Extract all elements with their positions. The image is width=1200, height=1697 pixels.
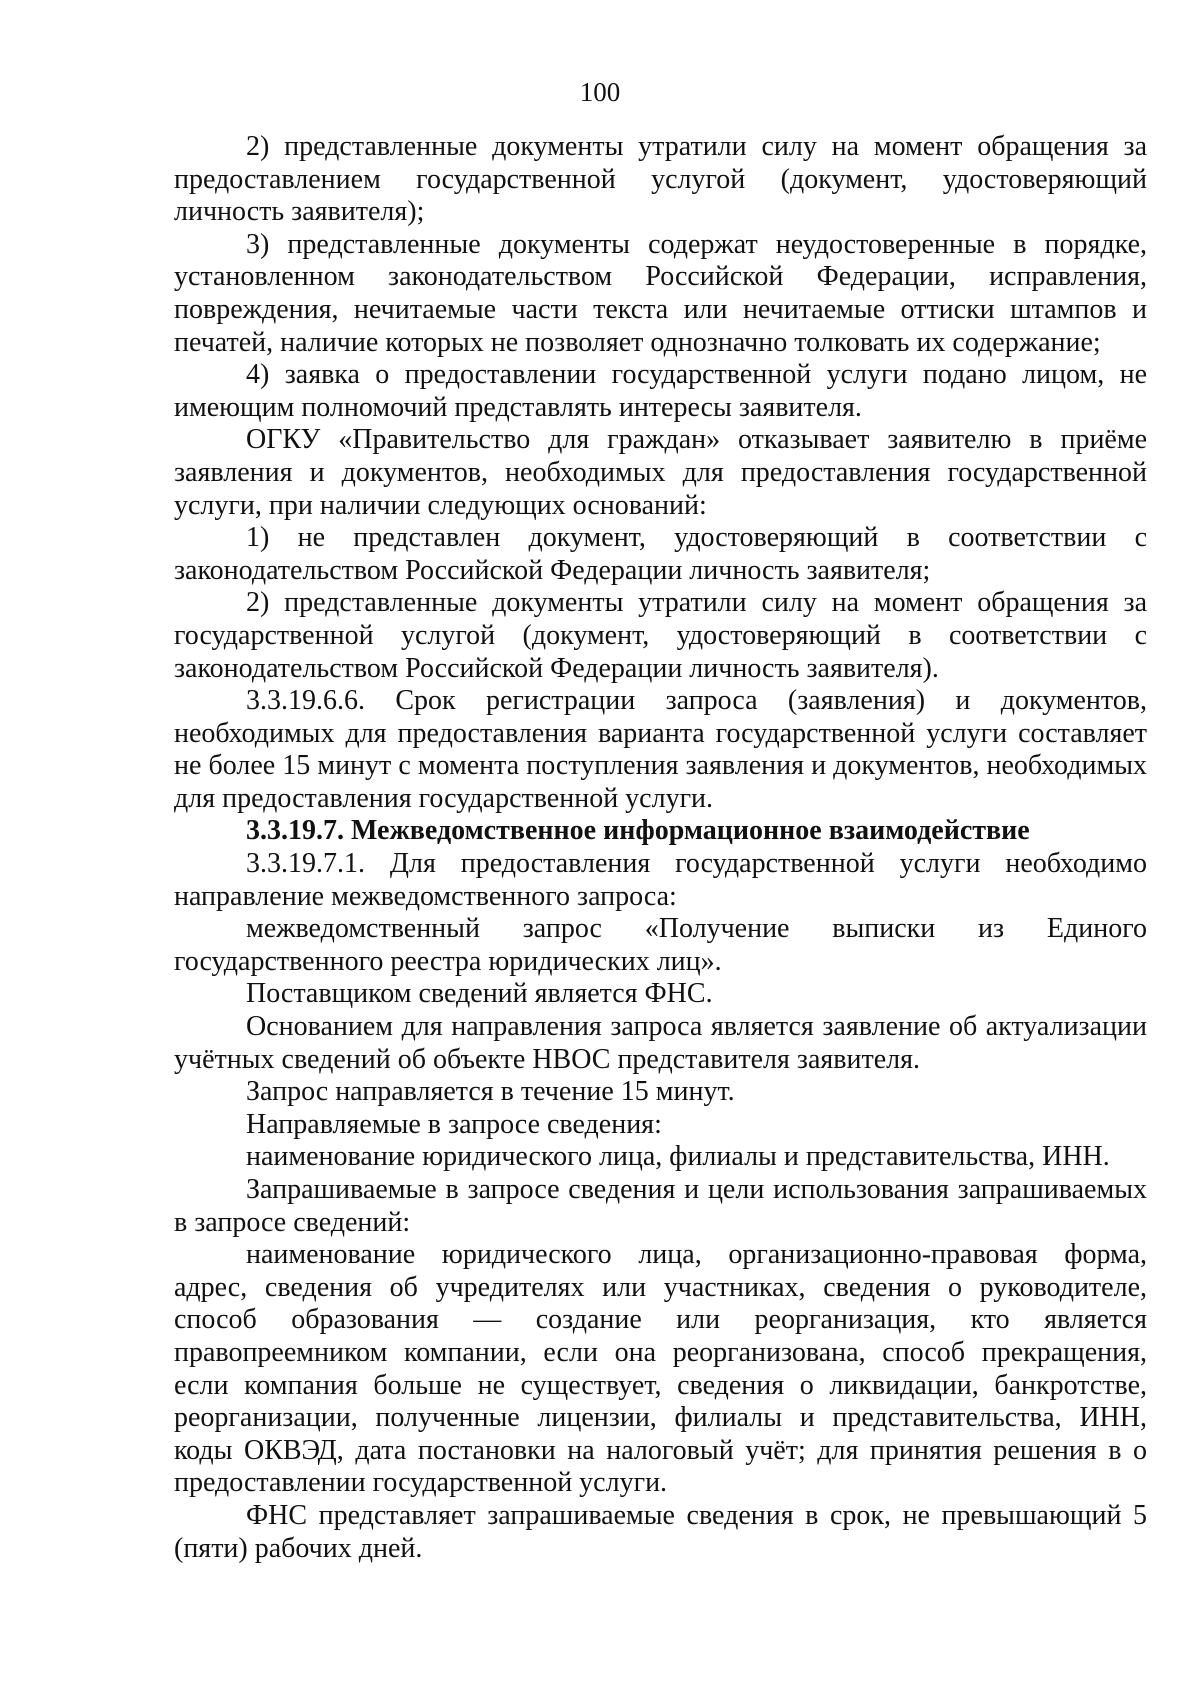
paragraph-interagency-request: 3.3.19.7.1. Для предоставления государственной услуги необходимо направление межведомственного запроса: (174, 848, 1147, 912)
paragraph-item-2-expired-documents: 2) представленные документы утратили силу на момент обращения за предоставлением государственной услугой (документ, удостоверяющий личность заявителя); (174, 131, 1147, 228)
document-body (174, 131, 1147, 1565)
paragraph-requested-data-title: Запрашиваемые в запросе сведения и цели использования запрашиваемых в запросе сведений: (174, 1174, 1147, 1238)
paragraph-provider: Поставщиком сведений является ФНС. (246, 978, 713, 1010)
paragraph-item-3-corrections: 3) представленные документы содержат неудостоверенные в порядке, установленном законодательством Российской Федерации, исправления, повреждения, нечитаемые части текста или нечитаемые оттиски штампов и печатей, наличие которых не позволяет однозначно толковать их содержание; (174, 228, 1147, 358)
paragraph-fns-term: ФНС представляет запрашиваемые сведения в срок, не превышающий 5 (пяти) рабочих дней. (174, 1499, 1147, 1564)
paragraph-sent-data-title: Направляемые в запросе сведения: (246, 1108, 662, 1140)
paragraph-item-4-no-authority: 4) заявка о предоставлении государственной услуги подано лицом, не имеющим полномочий представлять интересы заявителя. (174, 359, 1147, 423)
paragraph-ogku-refusal: ОГКУ «Правительство для граждан» отказывает заявителю в приёме заявления и документов, необходимых для предоставления государственной услуги, при наличии следующих оснований: (174, 424, 1147, 521)
paragraph-request-timing: Запрос направляется в течение 15 минут. (246, 1076, 735, 1108)
paragraph-refusal-item-1: 1) не представлен документ, удостоверяющий в соответствии с законодательством Российской Федерации личность заявителя; (174, 522, 1147, 586)
section-heading: 3.3.19.7. Межведомственное информационное взаимодействие (246, 815, 1030, 847)
paragraph-refusal-item-2: 2) представленные документы утратили силу на момент обращения за государственной услугой (документ, удостоверяющий в соответствии с законодательством Российской Федерации личность заявителя). (174, 587, 1147, 684)
paragraph-sent-data: наименование юридического лица, филиалы и представительства, ИНН. (246, 1141, 1110, 1173)
paragraph-request-basis: Основанием для направления запроса является заявление об актуализации учётных сведений об объекте НВОС представителя заявителя. (174, 1011, 1147, 1075)
paragraph-request-egrul: межведомственный запрос «Получение выписки из Единого государственного реестра юридических лиц». (174, 913, 1147, 977)
paragraph-requested-data: наименование юридического лица, организационно-правовая форма, адрес, сведения об учредителях или участниках, сведения о руководителе, способ образования — создание или реорганизация, кто является правопреемником компании, если она реорганизована, способ прекращения, если компания больше не существует, сведения о ликвидации, банкротстве, реорганизации, полученные лицензии, филиалы и представительства, ИНН, коды ОКВЭД, дата постановки на налоговый учёт; для принятия решения в о предоставлении государственной услуги. (174, 1239, 1147, 1499)
page-number: 100 (579, 77, 621, 107)
paragraph-registration-term: 3.3.19.6.6. Срок регистрации запроса (заявления) и документов, необходимых для предоставления варианта государственной услуги составляет не более 15 минут с момента поступления заявления и документов, необходимых для предоставления государственной услуги. (174, 685, 1147, 814)
